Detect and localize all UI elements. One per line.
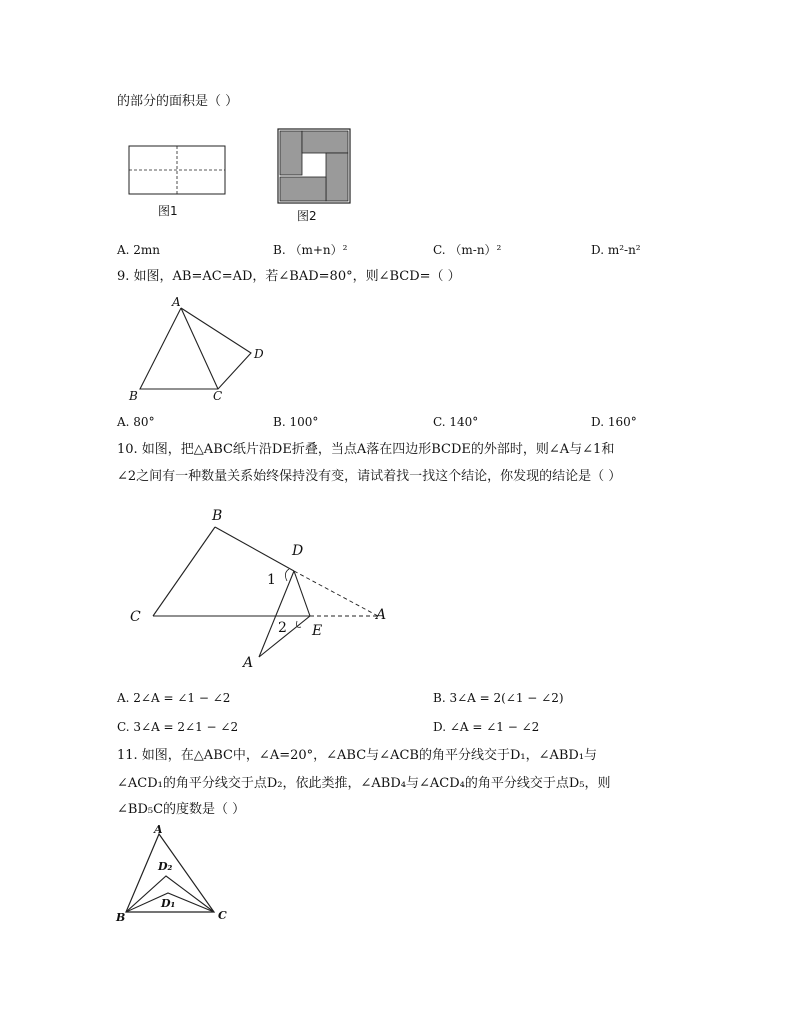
q8-figure-2 — [277, 128, 353, 224]
q8-option-b: B. （m+n）² — [273, 243, 348, 257]
q10-figure — [125, 503, 400, 673]
q8-figure-2-caption: 图2 — [297, 209, 317, 223]
q8-stem-tail: 的部分的面积是（ ） — [117, 94, 239, 109]
q10-option-d: D. ∠A = ∠1 − ∠2 — [433, 720, 540, 734]
q9-option-a: A. 80° — [117, 415, 155, 429]
q9-option-c: C. 140° — [433, 415, 479, 429]
q9-label-a: A — [172, 295, 181, 309]
q8-figure-1 — [128, 145, 228, 225]
q9-label-d: D — [254, 347, 264, 361]
q10-label-b: B — [212, 508, 223, 524]
q9-option-b: B. 100° — [273, 415, 319, 429]
q8-option-c: C. （m-n）² — [433, 243, 502, 257]
q11-label-c: C — [218, 909, 227, 922]
q10-label-a-folded: A — [243, 655, 254, 671]
q8-option-d: D. m²-n² — [591, 243, 641, 257]
q11-stem-line-3: ∠BD₅C的度数是（ ） — [117, 802, 246, 817]
q10-option-c: C. 3∠A = 2∠1 − ∠2 — [117, 720, 239, 734]
q9-label-b: B — [129, 389, 138, 403]
q11-label-d1: D₁ — [161, 897, 176, 910]
q10-option-b: B. 3∠A = 2(∠1 − ∠2) — [433, 691, 564, 705]
q10-stem-line-2: ∠2之间有一种数量关系始终保持没有变，请试着找一找这个结论，你发现的结论是（ ） — [117, 469, 622, 484]
q11-label-d2: D₂ — [158, 860, 173, 873]
q9-figure — [125, 292, 275, 407]
q11-stem-line-1: 11. 如图，在△ABC中，∠A=20°，∠ABC与∠ACB的角平分线交于D₁，∠ABD₁与 — [117, 748, 598, 763]
q10-label-angle-1: 1 — [267, 572, 276, 588]
q10-stem-line-1: 10. 如图，把△ABC纸片沿DE折叠，当点A落在四边形BCDE的外部时，则∠A与∠1和 — [117, 442, 615, 457]
q10-label-a-original: A — [376, 607, 387, 623]
q10-label-e: E — [312, 623, 323, 639]
q8-option-a: A. 2mn — [117, 243, 161, 257]
q11-label-b: B — [116, 911, 126, 924]
q10-label-c: C — [130, 609, 141, 625]
q11-figure — [114, 823, 239, 928]
q8-figure-1-caption: 图1 — [158, 204, 178, 218]
q11-label-a: A — [154, 823, 163, 836]
q10-label-d: D — [292, 543, 304, 559]
q9-stem: 9. 如图，AB=AC=AD，若∠BAD=80°，则∠BCD=（ ） — [117, 269, 461, 284]
q10-option-a: A. 2∠A = ∠1 − ∠2 — [117, 691, 231, 705]
q9-option-d: D. 160° — [591, 415, 637, 429]
q9-label-c: C — [213, 389, 223, 403]
q11-stem-line-2: ∠ACD₁的角平分线交于点D₂，依此类推，∠ABD₄与∠ACD₄的角平分线交于点D₅，则 — [117, 776, 611, 791]
q10-label-angle-2: 2 — [278, 620, 287, 636]
